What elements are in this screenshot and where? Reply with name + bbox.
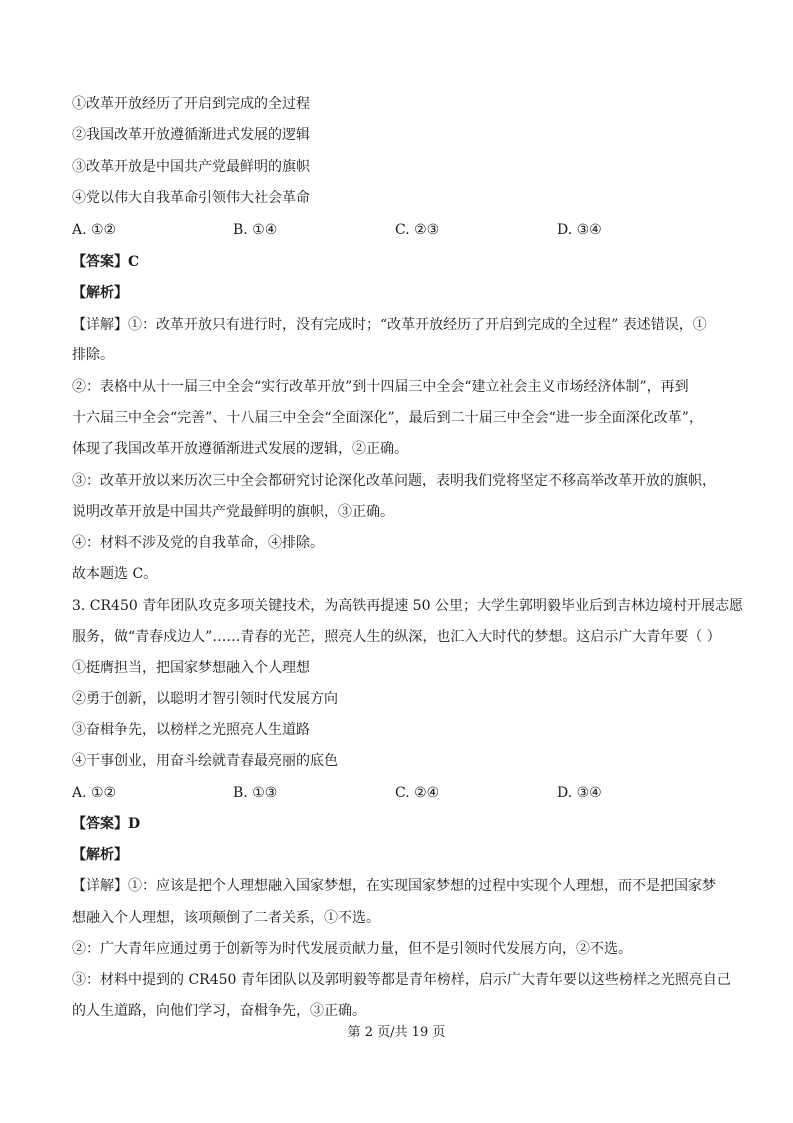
q2-detail-line-5: 体现了我国改革开放遵循渐进式发展的逻辑，②正确。 <box>72 441 408 457</box>
q2-statement-2: ②我国改革开放遵循渐进式发展的逻辑 <box>72 127 310 143</box>
q3-detail-line-3: ②：广大青年应通过勇于创新等为时代发展贡献力量，但不是引领时代发展方向，②不选。 <box>72 941 632 957</box>
q3-analysis-label: 【解析】 <box>72 847 128 863</box>
q2-detail-line-2: 排除。 <box>72 347 114 363</box>
q2-conclusion: 故本题选 C。 <box>72 566 158 582</box>
q2-detail-line-3: ②：表格中从十一届三中全会“实行改革开放”到十四届三中全会“建立社会主义市场经济体制”，再到 <box>72 379 689 395</box>
q3-option-b: B. ①③ <box>233 785 278 801</box>
q3-statement-2: ②勇于创新，以聪明才智引领时代发展方向 <box>72 691 338 707</box>
q3-answer: 【答案】D <box>72 816 141 832</box>
q3-statement-3: ③奋楫争先，以榜样之光照亮人生道路 <box>72 722 310 738</box>
q2-answer: 【答案】C <box>72 254 140 270</box>
q2-statement-3: ③改革开放是中国共产党最鲜明的旗帜 <box>72 159 310 175</box>
q3-option-c: C. ②④ <box>395 785 440 801</box>
q2-detail-line-4: 十六届三中全会“完善”、十八届三中全会“全面深化”，最后到二十届三中全会“进一步全面深化改革”， <box>72 410 703 426</box>
q2-detail-line-1: 【详解】①：改革开放只有进行时，没有完成时；“改革开放经历了开启到完成的全过程” 表述错误，① <box>72 317 707 333</box>
q2-analysis-label: 【解析】 <box>72 285 128 301</box>
q3-detail-line-4: ③：材料中提到的 CR450 青年团队以及郭明毅等都是青年榜样，启示广大青年要以这些榜样之光照亮自己 <box>72 972 731 988</box>
q2-detail-line-8: ④：材料不涉及党的自我革命，④排除。 <box>72 535 324 551</box>
q2-option-a: A. ①② <box>72 222 117 238</box>
q3-detail-line-2: 想融入个人理想，该项颠倒了二者关系，①不选。 <box>72 910 380 926</box>
q2-statement-1: ①改革开放经历了开启到完成的全过程 <box>72 96 310 112</box>
q2-detail-line-6: ③：改革开放以来历次三中全会都研究讨论深化改革问题，表明我们党将坚定不移高举改革开放的旗帜， <box>72 473 716 489</box>
q2-option-d: D. ③④ <box>557 222 602 238</box>
q3-detail-line-5: 的人生道路，向他们学习，奋楫争先，③正确。 <box>72 1003 366 1019</box>
q3-option-d: D. ③④ <box>557 785 602 801</box>
q2-detail-line-7: 说明改革开放是中国共产党最鲜明的旗帜，③正确。 <box>72 504 394 520</box>
q3-option-a: A. ①② <box>72 785 117 801</box>
q2-statement-4: ④党以伟大自我革命引领伟大社会革命 <box>72 190 310 206</box>
q3-statement-1: ①挺膺担当，把国家梦想融入个人理想 <box>72 660 310 676</box>
q2-option-c: C. ②③ <box>395 222 440 238</box>
page-footer: 第 2 页/共 19 页 <box>347 1025 446 1040</box>
q3-statement-4: ④干事创业，用奋斗绘就青春最亮丽的底色 <box>72 753 338 769</box>
q3-detail-line-1: 【详解】①：应该是把个人理想融入国家梦想，在实现国家梦想的过程中实现个人理想，而不是把国家梦 <box>72 878 716 894</box>
q3-stem-line-1: 3. CR450 青年团队攻克多项关键技术，为高铁再提速 50 公里；大学生郭明毅毕业后到吉林边境村开展志愿 <box>72 598 743 614</box>
q2-option-b: B. ①④ <box>233 222 278 238</box>
q3-stem-line-2: 服务，做“青春戍边人”……青春的光芒，照亮人生的纵深，也汇入大时代的梦想。这启示广大青年要（ ） <box>72 629 721 645</box>
